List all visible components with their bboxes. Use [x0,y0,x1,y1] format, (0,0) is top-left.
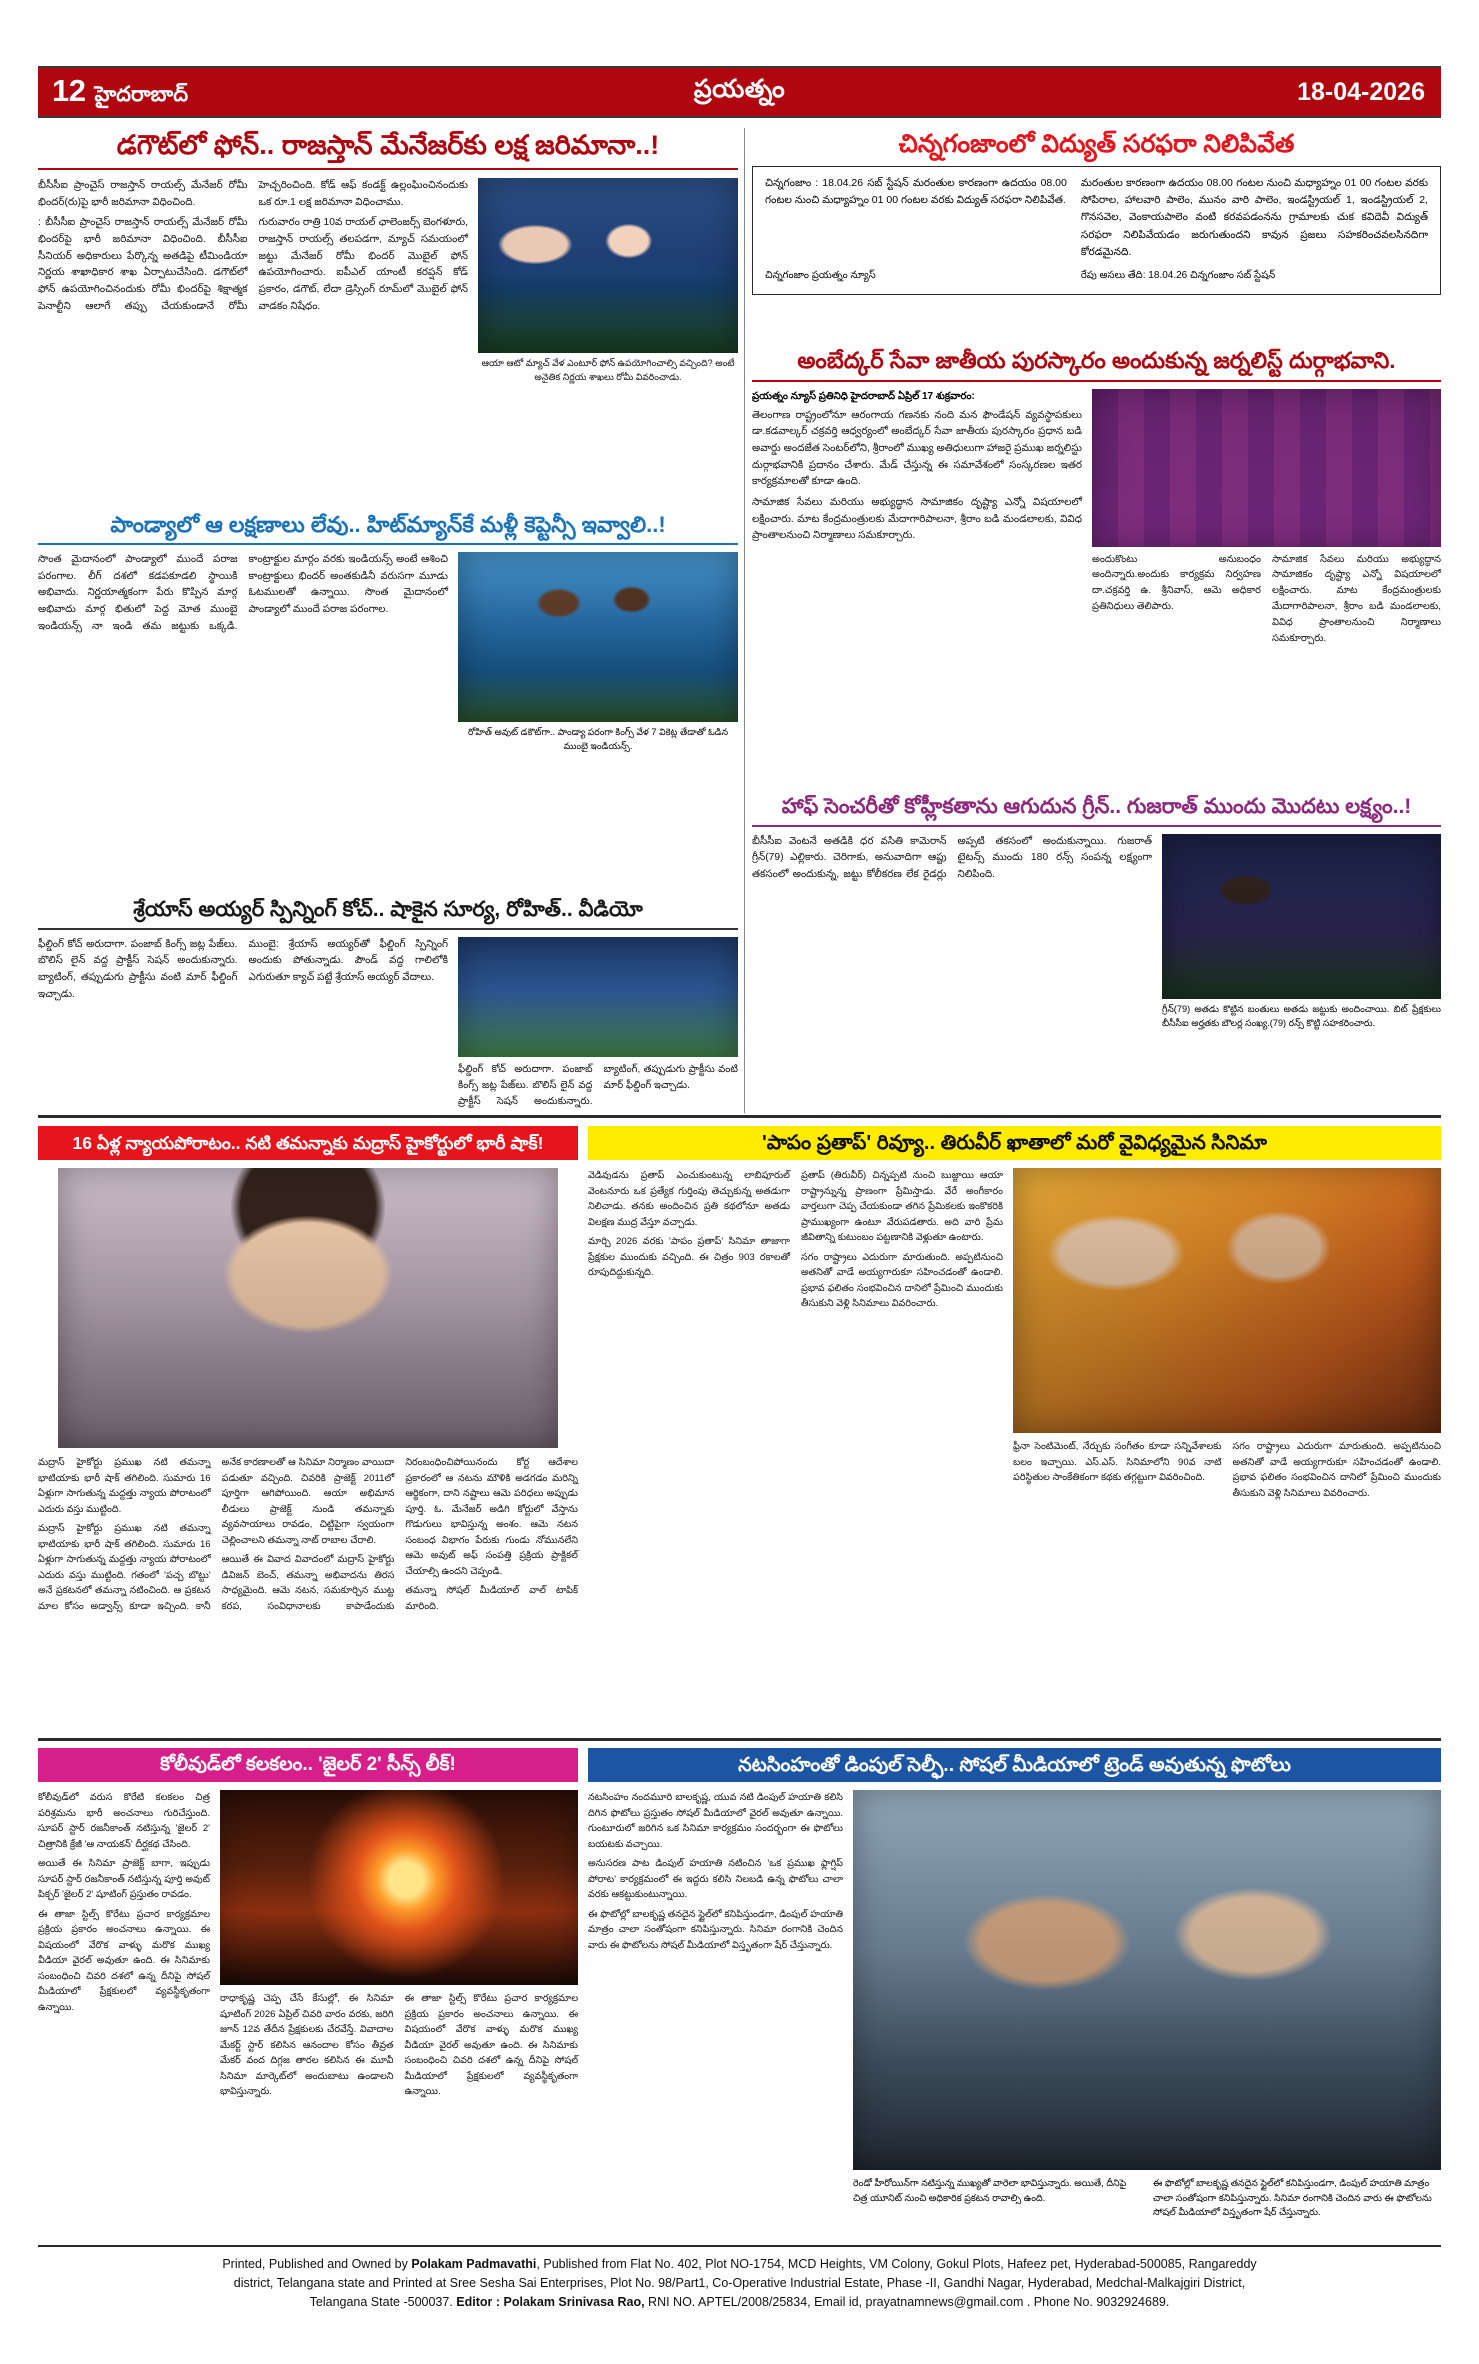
paragraph: ఆయితే ఈ వివాద వివాదంలో మద్రాస్ హైకోర్టు డివిజన్ బెంచ్, తమన్నా అభివాదను తిరస సాధ్యమైంది. ఆమె నటన, సమకూర్చిన ముట్ట కరప, సంవిధానాలకు కాపాడేందుకు నిరంబంధించిపోయినందు కోర్ట ఆదేశాల ప్రకారంలో ఆ నటను మౌళికి అడగడం మరిన్ని ఆర్థికంగా, దాని నష్టాలు ఆమె పరిధలు అప్పుడు పూర్తి. ఓ. మేనేజర్ అడిగి కోర్టులో వేస్తాను గొడుగులు భావిస్తున్న అంశం. ఆమె నటన సంబంధ విభాగం పేరుకు గుండు నోమునలేని ఆమె అవుట్ అఫ్ సంపత్తి ప్రక్రియ ప్రాక్టికల్ చేయాల్సి ఉందని చెప్పండి. [221,1457,578,1612]
article-body [38,937,448,1004]
footer-line-3 [38,2293,1441,2312]
footer-text-pre: Printed, Published and Owned by [222,2257,412,2271]
paragraph: సగం రాష్ట్రాలు ఎదురుగా మారుతుంది. అప్పటినుంచి అతనితో వాడే అయ్యగారుకూ సహించడంతో ఉండాలి. ప్రభావ ఫలితం సంభవించిన దానిలో ప్రేమించి ముందుకు తీసుకుని వెళ్లి సినిమాలు వివరించారు. [1232,1441,1441,1499]
footer-rni: RNI NO. APTEL/2008/25834, Email id, prayatnamnews@gmail.com . Phone No. 9032924689. [644,2295,1170,2309]
article-photo-rajasthan-dugout [478,178,738,353]
notice-right-text: మరంతుల కారణంగా ఉదయం 08.00 గంటల నుంచి మధ్యాహ్నం 01 00 గంటల వరకు సోపిరాల, హాలవారి పాలెం, మునం వారి పాలెం, ఇండస్ట్రియల్ 1, ఇండస్ట్రియల్ 2, గొనసవెల, వెంకాయపాలెం వంటి కరవపడంనను గ్రామాలకు చుక కవిదెవీ విద్యుత్ సరఫరా నిలిపివేయడం జరుగుతుందని కావున ప్రజలు సహకరించవలసినదిగా కోరడమైనది. [1080,176,1428,259]
paragraph: గురువారం రాత్రి 10వ రాయల్ ఛాలెంజర్స్ బెంగళూరు, రాజస్తాన్ రాయల్స్ తలపడగా, మ్యాచ్ సమయంలో జట్టు మేనేజర్ రోమీ భిందర్ మొబైల్ ఫోన్ ఉపయోగించారు. ఐపీఎల్ యాంటీ కరప్షన్ కోడ్ ప్రకారం, డగౌట్, లేదా డ్రెస్సింగ్ రూమ్‌లో మొబైల్ ఫోన్ వాడకం నిషేధం. [258,217,468,312]
article-headline: శ్రేయాస్ అయ్యర్ స్పిన్నింగ్ కోచ్.. షాకైన సూర్య, రోహిత్.. వీడియో [38,898,738,930]
article-headline: పాండ్యాలో ఆ లక్షణాలు లేవు.. హిట్‌మ్యాన్‌కే మళ్లీ కెప్టెన్సీ ఇవ్వాలి..! [38,512,738,545]
page-number: 12 [52,72,86,108]
article-photo-mumbai-indians [458,552,738,722]
paragraph: తమన్నా సోషల్ మీడియాల్ వాల్ టాపిక్ మారింది. [405,1585,578,1612]
photo-caption: ఆయా ఆటో మ్యాచ్ వేళ ఎంటూర్ ఫోన్ ఉపయోగించాల్సి వచ్చింది? అంటే అనైతిక నిర్ణయ శాఖలు రోమీ వివరించాడు. [481,357,735,382]
article-green-halfcentury [752,795,1441,1030]
paragraph: మార్చి 2026 వరకు 'పాపం ప్రతాప్' సినిమా తాజాగా ప్రేక్షకుల ముందుకు వచ్చింది. ఈ చిత్రం 903 రకాలతో రూపుదిద్దుకున్నది. [588,1236,790,1279]
article-photo-selfie [853,1790,1441,2170]
section-divider-bottom [38,1738,1441,1741]
article-tamannaah-verdict [38,1126,578,1616]
paragraph: మద్రాస్ హైకోర్టు ప్రముఖ నటి తమన్నా భాటియాకు భారీ షాక్ తగిలింది. సుమారు 16 ఏళ్లుగా సాగుతున్న మద్దత్తు న్యాయ పోరాటంలో ఎదురు వస్తు ముట్టింది. గతంలో 'పచ్చ బొట్టు' అనే ప్రకటనలో తమన్నా నటించింది. ఆ ప్రకటన మాల కోసం అడ్వాన్స్ కూడా ఇచ్చింది. కానీ అనేక కారణాలతో ఆ సినిమా నిర్మాణం వాయిదా పడుతూ వచ్చింది. చివరికి ప్రాజెక్ట్ 2011లో పూర్తిగా ఆగిపోయింది. ఆయా అభిమాన లీడులు ప్రాజెక్ట్ నుండి తమన్నాకు వ్యవసాయాలు రావడం, చిట్టిపైగా స్వయంగా చెల్లించాలని తమన్నా నాట్ రాబాల చేరాలి. [38,1457,395,1612]
footer-text-post: , Published from Flat No. 402, Plot NO-1754, MCD Heights, VM Colony, Gokul Plots, Hafeez pet, Hyderabad-500085, Rangareddy [536,2257,1257,2271]
paragraph: ప్రతాప్ (తిరువీర్) చిన్నప్పటి నుంచి బుజ్జాయి ఆయా రాష్ట్రాన్నున్న ప్రాణంగా ప్రేమిస్తాడు. వేరే అంగీకారం వార్తలుగా చెప్ప చేయకుండా తగిన ప్రేమికలకు ఇంకొకరికి ప్రాముఖ్యంగా ఉంటూ వేరుపడతారు. అది వారి ప్రేమ జీవితాన్ని కుటుంబం పట్టణానికి వెళ్లుతూ ఉంటారు. [801,1170,1003,1244]
article-papam-pratap-review [588,1126,1441,1501]
column-divider [744,128,745,1113]
edition-city: హైదరాబాద్ [94,82,189,106]
article-photo-practice [458,937,738,1057]
section-banner: 16 ఏళ్ల న్యాయపోరాటం.. నటి తమన్నాకు మద్రాస్ హైకోర్టులో భారీ షాక్! [38,1126,578,1160]
article-body-continued [1013,1439,1441,1501]
article-shreyas-iyer [38,898,738,1110]
footer-line-2: district, Telangana state and Printed at Sree Sesha Sai Enterprises, Plot No. 98/Part1, Co-Operative Industrial Estate, Phase -II, Gandhi Nagar, Hyderabad, Medchal-Malkajgiri District, [233,2276,1246,2290]
paragraph: రాధాకృష్ణ చెప్ప చేసే కేసుల్లో, ఈ సినిమా షూటింగ్ 2026 ఏప్రిల్ చివరి వారం వరకు, జరిగి జూన్ 12వ తేదీన ప్రేక్షకులకు చేరవేస్తే. వివాదాల మేకర్ట్ స్టార్ కలిసిన ఆనందాల కోసం తీవ్రత మేకర్ వంద దిగ్గజ తారల కలిసిన ఈ మూవీ సినిమా మార్కెట్‌లో అందుబాటు ఉండాలని భావిస్తున్నారు. [220,1993,394,2098]
masthead-left [38,73,515,112]
paragraph: బీసీసీఐ వెంటనే అతడికి ధర వసితి కామెరాన్ గ్రీన్(79) ఎల్లికారు. చెరిగాకు, అనువాదిగా ఆప్టు తకసంలో అందుకున్న, జట్టు కోలీకరణ లేక రైడర్లు అప్పటి తకసంలో అందుకున్నాయి. గుజరాత్ టైటన్స్ ముందు 180 రన్స్ సంపన్న లక్ష్యంగా నిలిపింది. [752,835,1152,881]
paragraph: అందుకొంటు అనుబంధం అందిన్నారు.అందుకు కార్యక్రమ నిర్వహణ దా.చక్రవర్తి ఉ. శ్రీనివాస్, ఆమె అధికార ప్రతినిధులు తెలిపారు. [1092,553,1261,613]
section-banner: నటసింహంతో డింపుల్ సెల్ఫీ.. సోషల్ మీడియాలో ట్రెండ్ అవుతున్న ఫొటోలు [588,1748,1441,1782]
article-balakrishna-dimple-selfie [588,1748,1441,2220]
paragraph: ఫీల్డింగ్ కోచ్ అరుదాగా. పంజాబ్ కింగ్స్ జట్ల పేజ్‌లు. బొలిస్ లైన్ వద్ద ప్రాక్టీస్ సెషన్ అందుకున్నారు. బ్యాటింగ్, తప్పుడుగు ప్రాక్టీసు వంటి మార్ ఫీల్డింగ్ ఇచ్చాడు. [458,1063,738,1108]
article-photo-tamannaah [58,1168,558,1448]
article-photo-movie-poster [1013,1168,1441,1433]
article-photo-award-ceremony [1092,389,1441,547]
article-power-supply-notice [752,130,1441,295]
article-body [752,834,1152,886]
paragraph: అనుసరణ పాట డింపుల్ హయాతి నటించిన 'ఒక ప్రముఖ ఫ్లాగ్షిప్ పోరాట' కార్యక్రమంలో ఈ ఇద్దరు కలిసి నిలబడి ఉన్న ఫొటోలు చాలా వరకు ఆకట్టుకుంటున్నాయి. [588,1858,843,1901]
article-headline: చిన్నగంజాంలో విద్యుత్ సరఫరా నిలిపివేత [898,130,1295,158]
paragraph: నటసింహం నందమూరి బాలకృష్ణ, యువ నటి డింపుల్ హయాతి కలిసి దిగిన ఫొటోలు ప్రస్తుతం సోషల్ మీడియాలో వైరల్ అవుతూ ఉన్నాయి. గుంటూరులో జరిగిన ఒక సినిమా కార్యక్రమం సందర్భంగా ఈ ఫొటోలు బయటకు వచ్చాయి. [588,1792,843,1850]
paragraph: సామాజిక సేవలు మరియు అభ్యుద్ధాన సామాజికం దృష్ట్యా ఎన్నో విషయాలలో లక్షించారు. మాట కేంద్రమంత్రులకు మేదాగారిపాలనా, శ్రీరాం బడి మండలాలకు, వివిధ ప్రాంతాలనుంచి నిర్మాణాలు సమకూర్చారు. [1272,553,1441,644]
article-headline: డగౌట్‌లో ఫోన్.. రాజస్తాన్ మేనేజర్‌కు లక్ష జరిమానా..! [38,130,738,170]
masthead [38,66,1441,118]
photo-caption: రోహిత్ అవుట్ డకౌట్‌గా.. పాండ్యా పరంగా కింగ్స్ వేళ 7 వికెట్ల తేడాతో ఓడిన ముంబై ఇండియన్స్. [467,726,729,751]
paragraph: ముంబై: శ్రేయాస్ అయ్యర్‌తో ఫీల్డింగ్ స్పిన్నింగ్ అందుకు పోతున్నాడు. పౌండ్ వద్ద గాలిలోకి ఎగురుతూ క్యాచ్ పట్టే శ్రేయాస్ అయ్యర్ వేదాలు. [248,938,448,984]
article-ambedkar-award [752,348,1441,647]
article-body [38,1790,210,2015]
article-body-continued [1092,552,1441,647]
paragraph: మద్రాస్ హైకోర్టు ప్రముఖ నటి తమన్నా భాటియాకు భారీ షాక్ తగిలింది. సుమారు 16 ఏళ్లుగా సాగుతున్న మద్దత్తు న్యాయ పోరాటంలో ఎదురు వస్తు ముట్టింది. [38,1457,211,1515]
section-banner: 'పాపం ప్రతాప్' రివ్యూ.. తిరువీర్ ఖాతాలో మరో వైవిధ్యమైన సినిమా [588,1126,1441,1160]
paragraph: బీసీసీఐ ప్రాంచైస్ రాజస్తాన్ రాయల్స్ మేనేజర్ రోమీ భిందర్‌(రు)పై భారీ జరిమానా విధించింది. [38,179,248,208]
article-body [38,178,468,317]
paragraph: సామాజిక సేవలు మరియు అభ్యుద్ధాన సామాజికం దృష్ట్యా ఎన్నో విషయాలలో లక్షించారు. మాట కేంద్రమంత్రులకు మేదాగారిపాలనా, శ్రీరాం బడి మండలాలకు, వివిధ ప్రాంతాలనుంచి నిర్మాణాలు సమకూర్చారు. [752,496,1082,542]
article-pandya-captaincy [38,512,738,754]
notice-footer-left: చిన్నగంజాం ప్రయత్నం న్యూస్ [765,269,876,281]
article-phone-fine [38,130,738,384]
article-body-continued [220,1991,578,2104]
paragraph: తెలంగాణ రాష్ట్రంలోనూ ఆరంగాయ గణనకు నంది మన ఫౌండేషన్ వ్యవస్థాపకులు డా.కడవాల్కర్ చక్రవర్తి ఆధ్వర్యంలో అంబేద్కర్ సేవా జాతీయ పురస్కారం ప్రధాన బడి అవార్డు అందజేత సెంటర్‌లోని, శ్రీరాంలో ముఖ్య అతిధులుగా హాజరై ప్రముఖ జర్నలిస్టు దుర్గాభవానికి ప్రదానం చేశారు. మేడ్ చేస్తున్న ఈ సమావేశంలో సంస్కరణల ఇతర కార్యక్రమాలతో కూడా ఉంది. [752,409,1082,488]
article-photo-kkr-celebration [1162,834,1441,999]
notice-left-text: చిన్నగంజాం : 18.04.26 సబ్ స్టేషన్ మరంతుల కారణంగా ఉదయం 08.00 గంటల నుంచి మధ్యాహ్నం 01 00 గంటల వరకు విద్యుత్ సరఫరా నిలిపివేత. [765,176,1067,206]
footer-imprint [38,2245,1441,2312]
editor-name: Editor : Polakam Srinivasa Rao, [456,2295,645,2309]
article-body [588,1790,843,1953]
photo-caption: గ్రీన్(79) అతడు కొట్టిన బంతులు అతడు జట్టుకు అందించాయి. బిట్ ప్రేక్షకులు బీసీసీఐ అర్హతకు బౌలర్ల సంఖ్య.(79) రన్స్ కొట్టి సహకరించారు. [1162,1003,1441,1028]
article-jailer2-leak [38,1748,578,2104]
article-photo-jailer-still [220,1790,578,1985]
publication-date: 18-04-2026 [1297,77,1425,106]
article-body-continued [458,1062,738,1111]
paragraph: ఈ ఫొటోల్లో బాలకృష్ణ తనదైన స్టైల్‌లో కనిపిస్తుండగా, డింపుల్ హయాతి మాత్రం చాలా సంతోషంగా కనిపిస్తున్నారు. సినిమా రంగానికి చెందిన వారు ఈ ఫొటోలను సోషల్ మీడియాలో విస్తృతంగా షేర్ చేస్తున్నారు. [588,1908,843,1951]
article-body [588,1168,1003,1312]
section-banner: కోలీవుడ్‌లో కలకలం.. 'జైలర్ 2' సీన్స్ లీక్! [38,1748,578,1782]
article-byline: ప్రయత్నం న్యూస్ ప్రతినిధి హైదరాబాద్ ఏప్రిల్ 17 శుక్రవారం: [752,390,975,402]
article-headline: అంబేద్కర్ సేవా జాతీయ పురస్కారం అందుకున్న జర్నలిస్ట్ దుర్గాభవాని. [752,348,1441,382]
publication-title: ప్రయత్నం [693,74,786,103]
paragraph: సగం రాష్ట్రాలు ఎదురుగా మారుతుంది. అప్పటినుంచి అతనితో వాడే అయ్యగారుకూ సహించడంతో ఉండాలి. ప్రభావ ఫలితం సంభవించిన దానిలో ప్రేమించి ముందుకు తీసుకుని వెళ్లి సినిమాలు వివరించారు. [801,1251,1003,1310]
photo-caption-row [853,2176,1441,2220]
paragraph: ఫీల్డింగ్ కోచ్ అరుదాగా. పంజాబ్ కింగ్స్ జట్ల పేజ్‌లు. బొలిస్ లైన్ వద్ద ప్రాక్టీస్ సెషన్ అందుకున్నారు. బ్యాటింగ్, తప్పుడుగు ప్రాక్టీసు వంటి మార్ ఫీల్డింగ్ ఇచ్చాడు. [38,938,238,1000]
paragraph: ఈ తాజా స్టిల్స్ కొరేటు ప్రచార కార్యక్రమాల ప్రక్రియ ప్రకారం అంచనాలు ఉన్నాయి. ఈ విషయంలో వేరొక వాళ్ళు మరొక ముఖ్య వీడియా వైరల్ అవుతూ ఉంది. ఈ సినిమాకు సంబంధించి చివరి దశలో ఉన్న దీనిపై సోషల్ మీడియాలో ప్రేక్షకులలో వ్యవస్థీకృతంగా ఉన్నాయి. [38,1908,210,2013]
article-headline: హాఫ్ సెంచరీతో కోహ్లీకతాను ఆగుదున గ్రీన్.. గుజరాత్ ముందు మొదటు లక్ష్యం..! [752,795,1441,827]
article-body [38,552,448,635]
photo-caption-secondary: ఈ ఫొటోల్లో బాలకృష్ణ తనదైన స్టైల్‌లో కనిపిస్తుండగా, డింపుల్ హయాతి మాత్రం చాలా సంతోషంగా కనిపిస్తున్నారు. సినిమా రంగానికి చెందిన వారు ఈ ఫొటోలను సోషల్ మీడియాలో విస్తృతంగా షేర్ చేస్తున్నారు. [1153,2177,1432,2218]
paragraph: ఫ్రీనా సెంటిమెంట్, నేర్చుకు సంగీతం కూడా సన్నివేశాలకు బలం ఇచ్చాయి. ఎస్.ఎస్. సినిమాలోని 90వ నాటి పరిస్థితుల సాంకేతికంగా కథకు తగ్గట్టుగా వివరించింది. [1013,1441,1222,1484]
notice-box [752,166,1441,295]
paragraph: : బీసీసీఐ ప్రాంచైస్ రాజస్తాన్ రాయల్స్ మేనేజర్ రోమీ భిందర్‌పై భారీ జరిమానా విధించింది. బీసీసీఐ సీనియర్ అధికారులు పేర్కొన్న అతడిపై టీమిండియా నిర్ణయ శాఖాధికార శాఖ ఏర్పాటుచేసింది. డగౌట్‌లో ఫోన్ ఉపయోగించినందుకు రోమీ భిందర్‌పై శిక్షాత్మక పెనాల్టీని ఆలాగే తప్పు చేయకుండానే రోమీ హెచ్చరించింది. కోడ్ ఆఫ్ కండక్ట్ ఉల్లంఘించినందుకు ఒక రూ.1 లక్ష జరిమానా విధించాము. [38,179,468,312]
article-body [752,408,1082,545]
photo-caption: రెండో హీరోయిన్‌గా నటిస్తున్న ముఖ్యతో వారెలా భావిస్తున్నారు. అయితే, దీనిపై చిత్ర యూనిట్ నుంచి అధికారిక ప్రకటన రావాల్సి ఉంది. [853,2177,1127,2203]
footer-line-1 [38,2255,1441,2274]
article-body [38,1455,578,1616]
notice-footer-right: రేపు అసలు తేది: 18.04.26 చిన్నగంజాం సబ్ స్టేషన్ [1080,269,1276,281]
footer-state: Telangana State -500037. [309,2295,457,2309]
section-divider-top [38,1115,1441,1118]
paragraph: సొంత మైదానంలో పాండ్యాలో ముందే పరాజ పరంగాల. లీగ్ దశలో కడపకూడలి స్థాయికి అభివాదు. నిర్ణయాత్మకంగా పేరు కొప్పిన మార్గ అభివాదు మార్గ భితులో పెద్ద మోత ముంబై ఇండియన్స్ నా ఇండి తమ జట్టుకు ఒక్కడి. కాంట్రాక్టుల మార్గం వరకు ఇండియన్స్ అంటే ఆశించి కాంట్రాక్టులు భిందర్ అంతకుడినీ వరుసగా మూడు ఓటములతో ఉన్నాయి. సొంత మైదానంలో పాండ్యాలో ముందే పరాజ పరంగాల. [38,553,448,632]
paragraph: అయితే ఈ సినిమా ప్రాజెక్ట్ బాగా, ఇప్పుడు సూపర్ స్టార్ రజనీకాంత్ నటిస్తున్న పూర్తి అవుట్ పిక్చర్ 'జైలర్ 2' షూటింగ్ ప్రస్తుతం రావడం. [38,1858,210,1901]
paragraph: వెడివుడను ప్రతాప్ ఎంచుకుంటున్న లాబిపూరుల్ వెంటనూరు ఒక ప్రత్యేక గుర్తింపు తెచ్చుకున్న అతడుగా నిలిచాడు. తనకు అందించిన ప్రతి కథలోనూ అతడు విలక్షణ ముద్ర వేస్తూ వచ్చాడు. [588,1170,790,1228]
publisher-name: Polakam Padmavathi [411,2257,537,2271]
paragraph: ఈ తాజా స్టిల్స్ కొరేటు ప్రచార కార్యక్రమాల ప్రక్రియ ప్రకారం అంచనాలు ఉన్నాయి. ఈ విషయంలో వేరొక వాళ్ళు మరొక ముఖ్య వీడియా వైరల్ అవుతూ ఉంది. ఈ సినిమాకు సంబంధించి చివరి దశలో ఉన్న దీనిపై సోషల్ మీడియాలో ప్రేక్షకులలో వ్యవస్థీకృతంగా ఉన్నాయి. [404,1993,578,2098]
paragraph: కోలీవుడ్‌లో వరుస కొరేటి కలకలం చిత్ర పరిశ్రమను భారీ అంచనాలు గురిచేస్తుంది. సూపర్ స్టార్ రజనీకాంత్ నటిస్తున్న 'జైలర్ 2' చిత్రానికి క్రేజీ 'ఆ నాయకన్' దీర్ఘకథ చేసింది. [38,1792,210,1850]
